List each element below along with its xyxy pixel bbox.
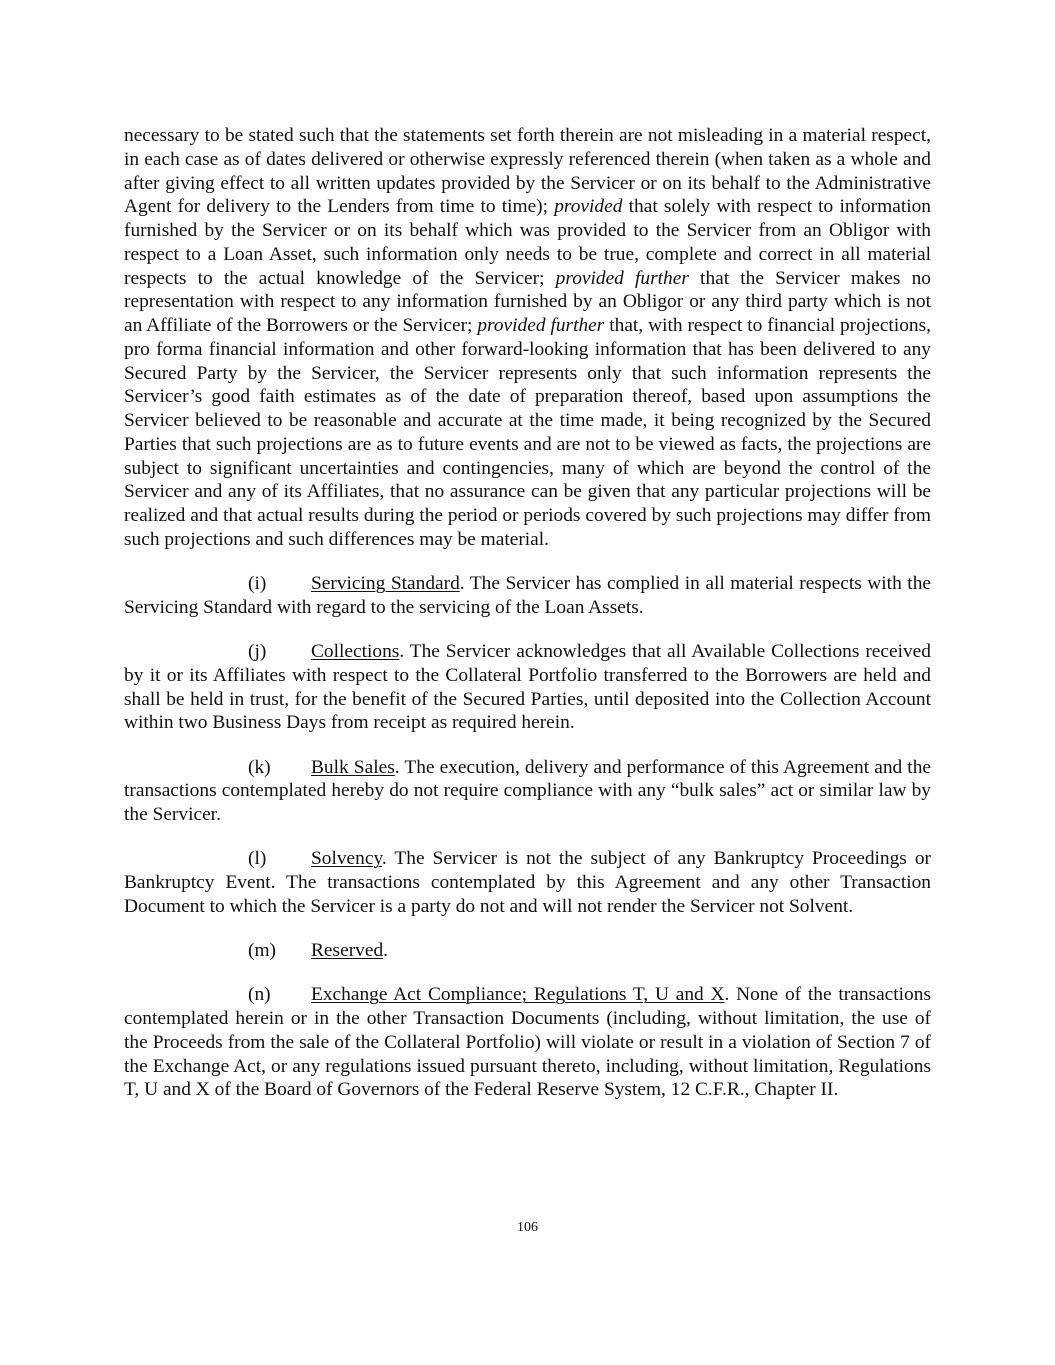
section-body: . None of the transactions contemplated herein or in the other Transaction Documents (including, without limitation, the use of the Proceeds from the sale of the Collateral Portfolio) will violate or result in a violation of Section 7 of the Exchange Act, or any regulations issued pursuant thereto, including, without limitation, Regulations T, U and X of the Board of Governors of the Federal Reserve System, 12 C.F.R., Chapter II. <box>124 984 931 1101</box>
paragraph-text: that, with respect to financial projections, pro forma financial information and other forward-looking information that has been delivered to any Secured Party by the Servicer, the Servicer represents only that such information represents the Servicer’s good faith estimates as of the date of preparation thereof, based upon assumptions the Servicer believed to be reasonable and accurate at the time made, it being recognized by the Secured Parties that such projections are as to future events and are not to be viewed as facts, the projections are subject to significant uncertainties and contingencies, many of which are beyond the control of the Servicer and any of its Affiliates, that no assurance can be given that any particular projections will be realized and that actual results during the period or periods covered by such projections may differ from such projections and such differences may be material. <box>124 315 931 550</box>
section-m-reserved <box>124 939 931 963</box>
section-body: . <box>383 940 389 961</box>
italic-term-provided-further: provided further <box>477 315 605 336</box>
section-heading: Solvency <box>311 848 382 870</box>
paragraph-text: that solely with respect to information furnished by the Servicer or on its behalf which was provided to the Servicer from an Obligor with respect to a Loan Asset, such information only needs to be true, complete and correct in all material respects to the actual knowledge of the Servicer; <box>124 196 931 289</box>
section-label: (m) <box>248 940 276 961</box>
italic-term-provided-further: provided further <box>555 267 689 289</box>
section-body: . The Servicer acknowledges that all Available Collections received by it or its Affiliates with respect to the Collateral Portfolio transferred to the Borrowers are held and shall be held in trust, for the benefit of the Secured Parties, until deposited into the Collection Account within two Business Days from receipt as required herein. <box>124 641 931 734</box>
section-label: (l) <box>248 848 267 870</box>
italic-term-provided: provided <box>554 196 623 218</box>
section-k-bulk-sales <box>124 756 931 827</box>
section-label: (j) <box>248 641 267 662</box>
section-heading: Exchange Act Compliance; Regulations T, U and X <box>311 984 725 1006</box>
section-heading: Reserved <box>311 940 384 961</box>
paragraph-text: necessary to be stated such that the statements set forth therein are not misleading in a material respect, in each case as of dates delivered or otherwise expressly referenced therein (when taken as a whole and after giving effect to all written updates provided by the Servicer or on its behalf to the Administrative Agent for delivery to the Lenders from time to time); <box>124 125 931 218</box>
section-i-servicing-standard <box>124 572 931 620</box>
section-heading: Bulk Sales <box>311 756 395 778</box>
section-j-collections <box>124 640 931 735</box>
section-body: . The Servicer is not the subject of any Bankruptcy Proceedings or Bankruptcy Event. The transactions contemplated by this Agreement and any other Transaction Document to which the Servicer is a party do not and will not render the Servicer not Solvent. <box>124 848 931 917</box>
section-heading: Servicing Standard <box>311 573 460 594</box>
paragraph-text: that the Servicer makes no representation with respect to any information furnished by an Obligor or any third party which is not an Affiliate of the Borrowers or the Servicer; <box>124 267 931 336</box>
document-page <box>124 124 931 1102</box>
section-n-exchange-act-compliance <box>124 983 931 1102</box>
section-body: . The Servicer has complied in all material respects with the Servicing Standard with regard to the servicing of the Loan Assets. <box>124 573 931 618</box>
section-heading: Collections <box>311 641 400 662</box>
section-body: . The execution, delivery and performance of this Agreement and the transactions contemplated hereby do not require compliance with any “bulk sales” act or similar law by the Servicer. <box>124 756 931 825</box>
section-label: (k) <box>248 756 271 778</box>
page-number: 106 <box>517 1220 538 1235</box>
section-label: (i) <box>248 573 267 594</box>
continuation-paragraph <box>124 124 931 552</box>
section-label: (n) <box>248 984 271 1006</box>
section-l-solvency <box>124 847 931 918</box>
